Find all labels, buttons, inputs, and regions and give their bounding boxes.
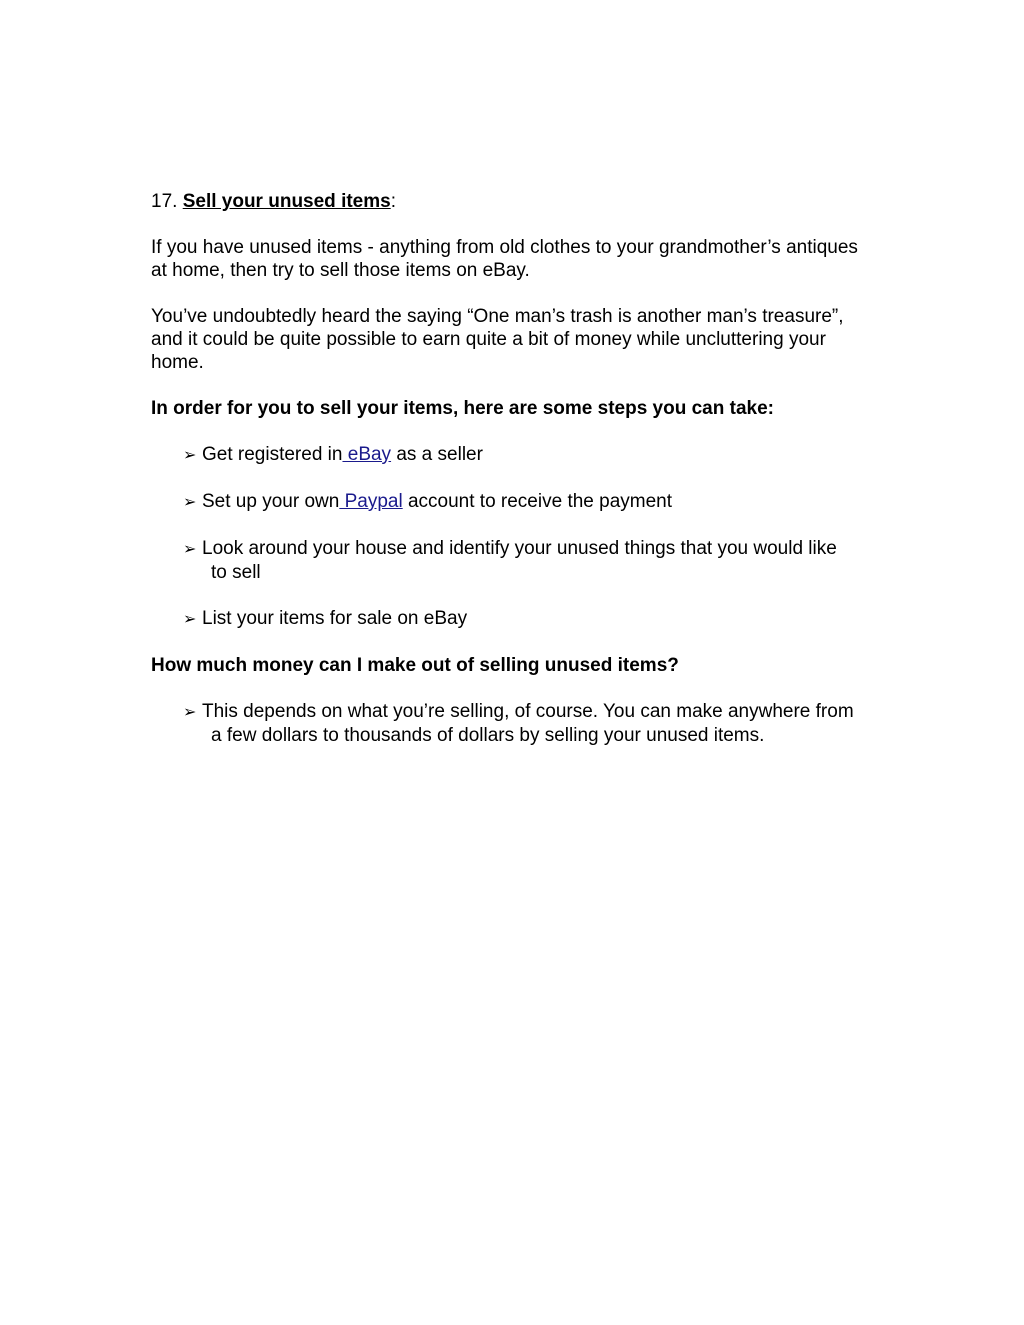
paypal-link[interactable]: Paypal bbox=[339, 491, 403, 512]
step-text: Set up your own bbox=[202, 491, 340, 512]
section-title-colon: : bbox=[390, 191, 396, 212]
list-item bbox=[183, 490, 911, 514]
list-item bbox=[183, 443, 911, 467]
answer-text: This depends on what you’re selling, of course. You can make anywhere from bbox=[202, 701, 854, 722]
step-text: account to receive the payment bbox=[402, 491, 673, 512]
step-text: Look around your house and identify your unused things that you would like bbox=[202, 538, 837, 559]
arrow-bullet-icon: ➢ bbox=[183, 447, 197, 464]
list-item bbox=[183, 700, 911, 747]
ebay-link[interactable]: eBay bbox=[342, 444, 392, 465]
saying-paragraph bbox=[151, 305, 911, 374]
paragraph-line: and it could be quite possible to earn quite a bit of money while uncluttering your bbox=[151, 329, 826, 350]
arrow-bullet-icon: ➢ bbox=[183, 541, 197, 558]
intro-paragraph bbox=[151, 236, 911, 282]
steps-heading: In order for you to sell your items, here are some steps you can take: bbox=[151, 398, 774, 419]
paragraph-line: You’ve undoubtedly heard the saying “One man’s trash is another man’s treasure”, bbox=[151, 306, 844, 327]
section-title: Sell your unused items bbox=[182, 191, 391, 212]
arrow-bullet-icon: ➢ bbox=[183, 494, 197, 511]
section-number: 17. bbox=[151, 191, 178, 212]
step-text: List your items for sale on eBay bbox=[202, 608, 468, 629]
arrow-bullet-icon: ➢ bbox=[183, 611, 197, 628]
steps-list bbox=[183, 443, 911, 631]
list-item bbox=[183, 607, 911, 631]
step-text: to sell bbox=[211, 562, 261, 583]
document-page bbox=[151, 190, 911, 770]
step-text: Get registered in bbox=[202, 444, 343, 465]
section-heading bbox=[151, 190, 911, 213]
faq-list bbox=[183, 700, 911, 747]
paragraph-line: at home, then try to sell those items on eBay. bbox=[151, 260, 530, 281]
list-item bbox=[183, 537, 911, 584]
paragraph-line: If you have unused items - anything from old clothes to your grandmother’s antiques bbox=[151, 237, 858, 258]
faq-heading: How much money can I make out of selling unused items? bbox=[151, 655, 679, 676]
answer-text: a few dollars to thousands of dollars by selling your unused items. bbox=[211, 725, 765, 746]
paragraph-line: home. bbox=[151, 352, 204, 373]
arrow-bullet-icon: ➢ bbox=[183, 704, 197, 721]
step-text: as a seller bbox=[391, 444, 483, 465]
